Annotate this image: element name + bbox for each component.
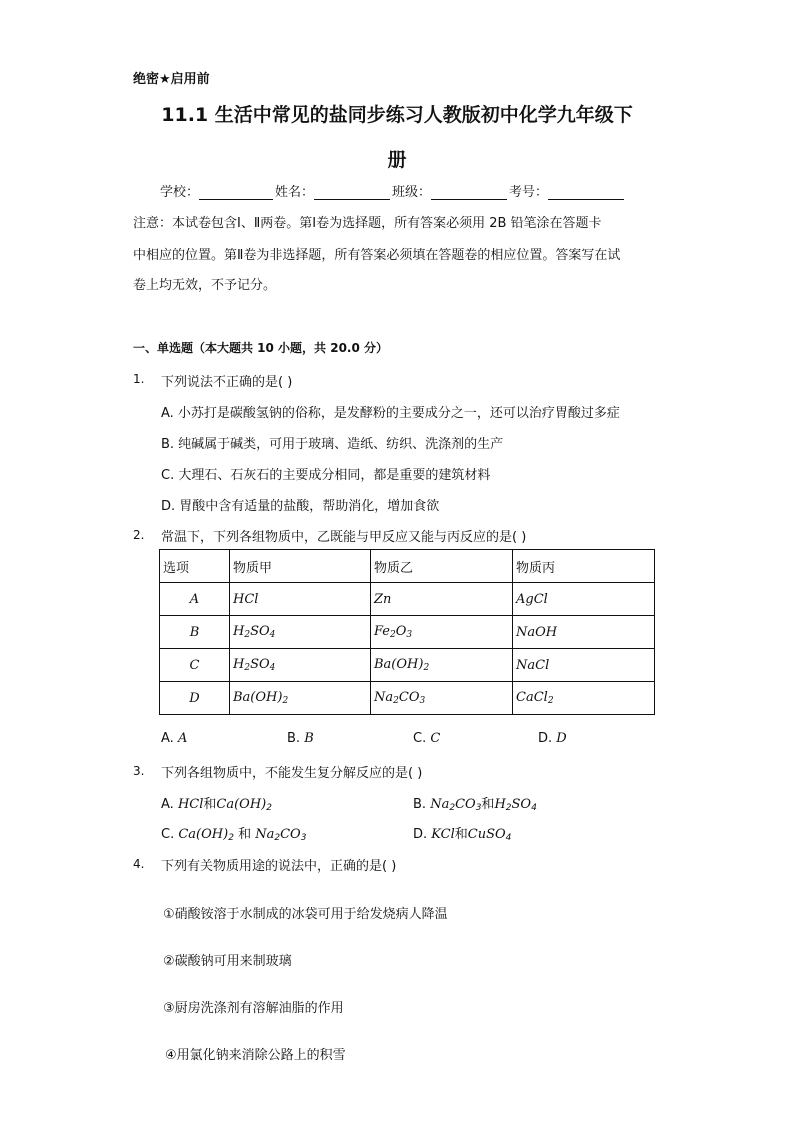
q2-text: 常温下，下列各组物质中，乙既能与甲反应又能与丙反应的是( ) (161, 530, 527, 545)
table-cell-option: A (160, 583, 230, 616)
table-header-cell: 物质甲 (230, 550, 371, 583)
table-row (160, 583, 655, 616)
formula: Ca(OH) (178, 827, 229, 842)
q2-option-b[interactable] (287, 731, 314, 746)
formula: H (494, 797, 506, 812)
table-header-cell: 选项 (160, 550, 230, 583)
formula: SO (511, 797, 532, 812)
table-cell: NaOH (513, 616, 655, 649)
class-field[interactable] (431, 186, 507, 200)
connector: 和 (481, 797, 495, 812)
q4-item-2: ②碳酸钠可用来制玻璃 (163, 954, 292, 969)
school-label: 学校： (160, 185, 200, 200)
q4-item-3: ③厨房洗涤剂有溶解油脂的作用 (163, 1001, 344, 1016)
table-header-cell: 物质丙 (513, 550, 655, 583)
table-cell-option: D (160, 682, 230, 715)
q2-option-d[interactable] (538, 731, 567, 746)
q4-number: 4. (133, 857, 145, 871)
subscript: 2 (449, 803, 456, 813)
option-value: A (177, 731, 188, 746)
connector: 和 (203, 797, 217, 812)
q2-table (159, 549, 655, 715)
option-label: C. (413, 731, 427, 746)
subscript: 3 (300, 833, 307, 843)
option-value: B (304, 731, 314, 746)
table-cell: $Ba(OH)_2$ (230, 682, 371, 715)
option-label: B. (287, 731, 301, 746)
secret-label: 绝密★启用前 (133, 72, 210, 87)
q3-option-d[interactable] (413, 823, 511, 843)
table-cell: $H_2SO_4$ (230, 616, 371, 649)
table-cell: CaCl$_2$ (513, 682, 655, 715)
subscript: 2 (274, 833, 281, 843)
school-field[interactable] (199, 186, 273, 200)
table-cell: HCl (230, 583, 371, 616)
q3-option-a[interactable] (161, 793, 272, 813)
q2-option-c[interactable] (413, 731, 440, 746)
table-row (160, 649, 655, 682)
notice-line-2: 中相应的位置。第Ⅱ卷为非选择题，所有答案必须填在答题卷的相应位置。答案写在试 (133, 248, 621, 263)
formula: Na (255, 827, 275, 842)
q3-number: 3. (133, 764, 145, 778)
q1-option-d[interactable]: D. 胃酸中含有适量的盐酸，帮助消化，增加食欲 (161, 499, 440, 514)
q3-option-b[interactable] (413, 793, 537, 813)
notice-line-3: 卷上均无效，不予记分。 (133, 278, 277, 293)
subscript: 2 (266, 803, 272, 813)
option-value: D (556, 731, 567, 746)
connector: 和 (454, 827, 468, 842)
option-label: C. (161, 827, 175, 842)
formula: KCl (431, 827, 455, 842)
table-cell: NaCl (513, 649, 655, 682)
q1-option-b[interactable]: B. 纯碱属于碱类，可用于玻璃、造纸、纺织、洗涤剂的生产 (161, 437, 504, 452)
table-cell: AgCl (513, 583, 655, 616)
section-heading: 一、单选题（本大题共 10 小题，共 20.0 分） (133, 341, 389, 355)
table-cell: $Fe_2O_3$ (371, 616, 513, 649)
formula: Ca(OH) (216, 797, 267, 812)
q2-number: 2. (133, 528, 145, 542)
table-cell: Zn (371, 583, 513, 616)
page-title-line1: 11.1 生活中常见的盐同步练习人教版初中化学九年级下 (161, 104, 633, 126)
formula: CO (455, 797, 476, 812)
name-field[interactable] (314, 186, 390, 200)
exam-no-label: 考号： (509, 185, 549, 200)
option-label: D. (538, 731, 553, 746)
table-header-row (160, 550, 655, 583)
q1-text: 下列说法不正确的是( ) (161, 375, 293, 390)
table-cell-option: C (160, 649, 230, 682)
option-value: C (430, 731, 441, 746)
notice-line-1: 注意：本试卷包含Ⅰ、Ⅱ两卷。第Ⅰ卷为选择题，所有答案必须用 2B 铅笔涂在答题卡 (133, 216, 602, 231)
q1-number: 1. (133, 372, 145, 386)
table-cell: $H_2SO_4$ (230, 649, 371, 682)
page-title-line2: 册 (387, 149, 407, 171)
connector: 和 (233, 827, 256, 842)
table-cell-option: B (160, 616, 230, 649)
class-label: 班级： (392, 185, 432, 200)
q1-option-a[interactable]: A. 小苏打是碳酸氢钠的俗称，是发酵粉的主要成分之一，还可以治疗胃酸过多症 (161, 406, 620, 421)
table-row (160, 682, 655, 715)
formula: Na (430, 797, 450, 812)
exam-no-field[interactable] (548, 186, 624, 200)
q4-item-1: ①硝酸铵溶于水制成的冰袋可用于给发烧病人降温 (163, 907, 448, 922)
subscript: 2 (228, 833, 234, 843)
q4-text: 下列有关物质用途的说法中，正确的是( ) (161, 859, 397, 874)
option-label: A. (161, 797, 174, 812)
q3-option-c[interactable] (161, 823, 306, 843)
option-label: A. (161, 731, 174, 746)
subscript: 3 (475, 803, 482, 813)
name-label: 姓名： (275, 185, 315, 200)
formula: CuSO (467, 827, 506, 842)
table-header-cell: 物质乙 (371, 550, 513, 583)
student-info-row (160, 181, 626, 200)
formula: HCl (177, 797, 204, 812)
q4-item-4: ④用氯化钠来消除公路上的积雪 (165, 1048, 346, 1063)
q1-option-c[interactable]: C. 大理石、石灰石的主要成分相同，都是重要的建筑材料 (161, 468, 491, 483)
q2-option-a[interactable] (161, 731, 187, 746)
option-label: D. (413, 827, 428, 842)
formula: CO (280, 827, 301, 842)
table-cell: $Ba(OH)_2$ (371, 649, 513, 682)
subscript: 4 (531, 803, 537, 813)
subscript: 4 (505, 833, 512, 843)
q3-text: 下列各组物质中，不能发生复分解反应的是( ) (161, 766, 423, 781)
subscript: 2 (505, 803, 512, 813)
option-label: B. (413, 797, 427, 812)
table-row (160, 616, 655, 649)
table-cell: $Na_2CO_3$ (371, 682, 513, 715)
